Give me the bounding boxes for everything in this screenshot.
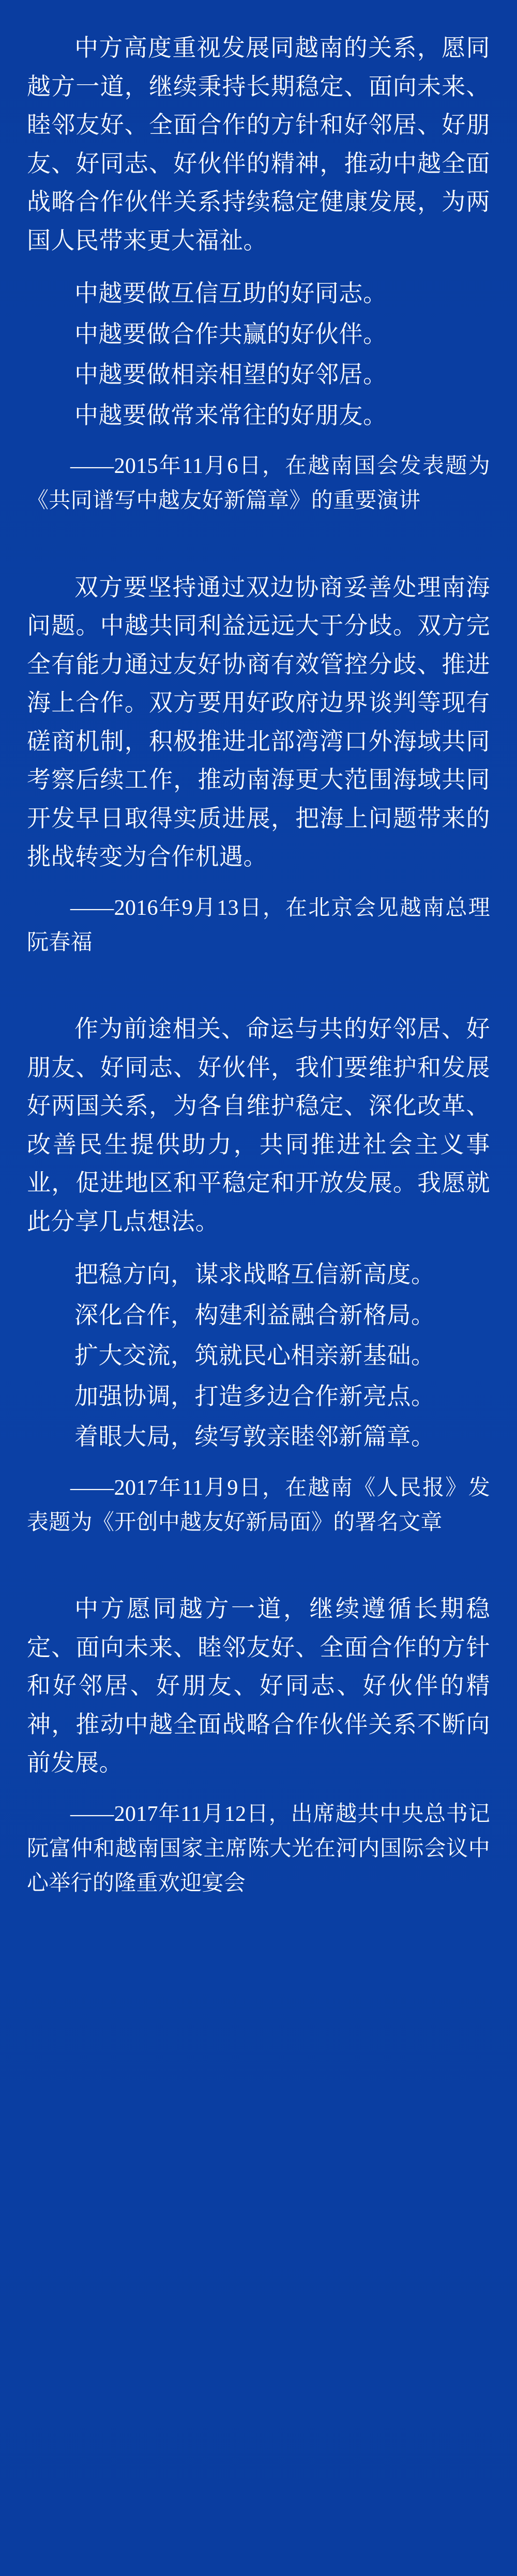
quote-line: 中越要做常来常往的好朋友。 — [74, 402, 387, 428]
quote-line: 着眼大局，续写敦亲睦邻新篇章。 — [74, 1423, 435, 1450]
quote-line: 中越要做合作共赢的好伙伴。 — [74, 320, 387, 347]
quote-line: 加强协调，打造多边合作新亮点。 — [74, 1383, 435, 1409]
quote-block-4 — [27, 1590, 490, 1901]
quote-paragraph: 作为前途相关、命运与共的好邻居、好朋友、好同志、好伙伴，我们要维护和发展好两国关系，为各自维护稳定、深化改革、改善民生提供助力，共同推进社会主义事业，促进地区和平稳定和开放发展。我愿就此分享几点想法。 — [27, 1016, 490, 1235]
spacer — [27, 265, 490, 274]
quote-line: 中越要做相亲相望的好邻居。 — [74, 361, 387, 388]
quote-paragraph: 中方愿同越方一道，继续遵循长期稳定、面向未来、睦邻友好、全面合作的方针和好邻居、好朋友、好同志、好伙伴的精神，推动中越全面战略合作伙伴关系不断向前发展。 — [27, 1596, 490, 1776]
quote-source: ——2015年11月6日，在越南国会发表题为《共同谱写中越友好新篇章》的重要演讲 — [27, 454, 490, 513]
quote-source: ——2016年9月13日，在北京会见越南总理阮春福 — [27, 896, 490, 955]
quote-line: 中越要做互信互助的好同志。 — [74, 280, 387, 307]
spacer — [27, 1246, 490, 1255]
quote-paragraph: 中方高度重视发展同越南的关系，愿同越方一道，继续秉持长期稳定、面向未来、睦邻友好、全面合作的方针和好邻居、好朋友、好同志、好伙伴的精神，推动中越全面战略合作伙伴关系持续稳定健康发展，为两国人民带来更大福祉。 — [27, 35, 490, 254]
quote-paragraph: 双方要坚持通过双边协商妥善处理南海问题。中越共同利益远远大于分歧。双方完全有能力通过友好协商有效管控分歧、推进海上合作。双方要用好政府边界谈判等现有磋商机制，积极推进北部湾湾口外海域共同考察后续工作，推动南海更大范围海域共同开发早日取得实质进展，把海上问题带来的挑战转变为合作机遇。 — [27, 574, 490, 870]
quote-source: ——2017年11月12日，出席越共中央总书记阮富仲和越南国家主席陈大光在河内国际会议中心举行的隆重欢迎宴会 — [27, 1802, 490, 1896]
quote-source: ——2017年11月9日，在越南《人民报》发表题为《开创中越友好新局面》的署名文章 — [27, 1476, 490, 1535]
quote-line: 深化合作，构建利益融合新格局。 — [74, 1301, 435, 1328]
quote-block-3 — [27, 1010, 490, 1540]
quote-block-1 — [27, 29, 490, 519]
quote-block-2 — [27, 569, 490, 961]
quote-line: 把稳方向，谋求战略互信新高度。 — [74, 1261, 435, 1288]
quote-line: 扩大交流，筑就民心相亲新基础。 — [74, 1342, 435, 1369]
